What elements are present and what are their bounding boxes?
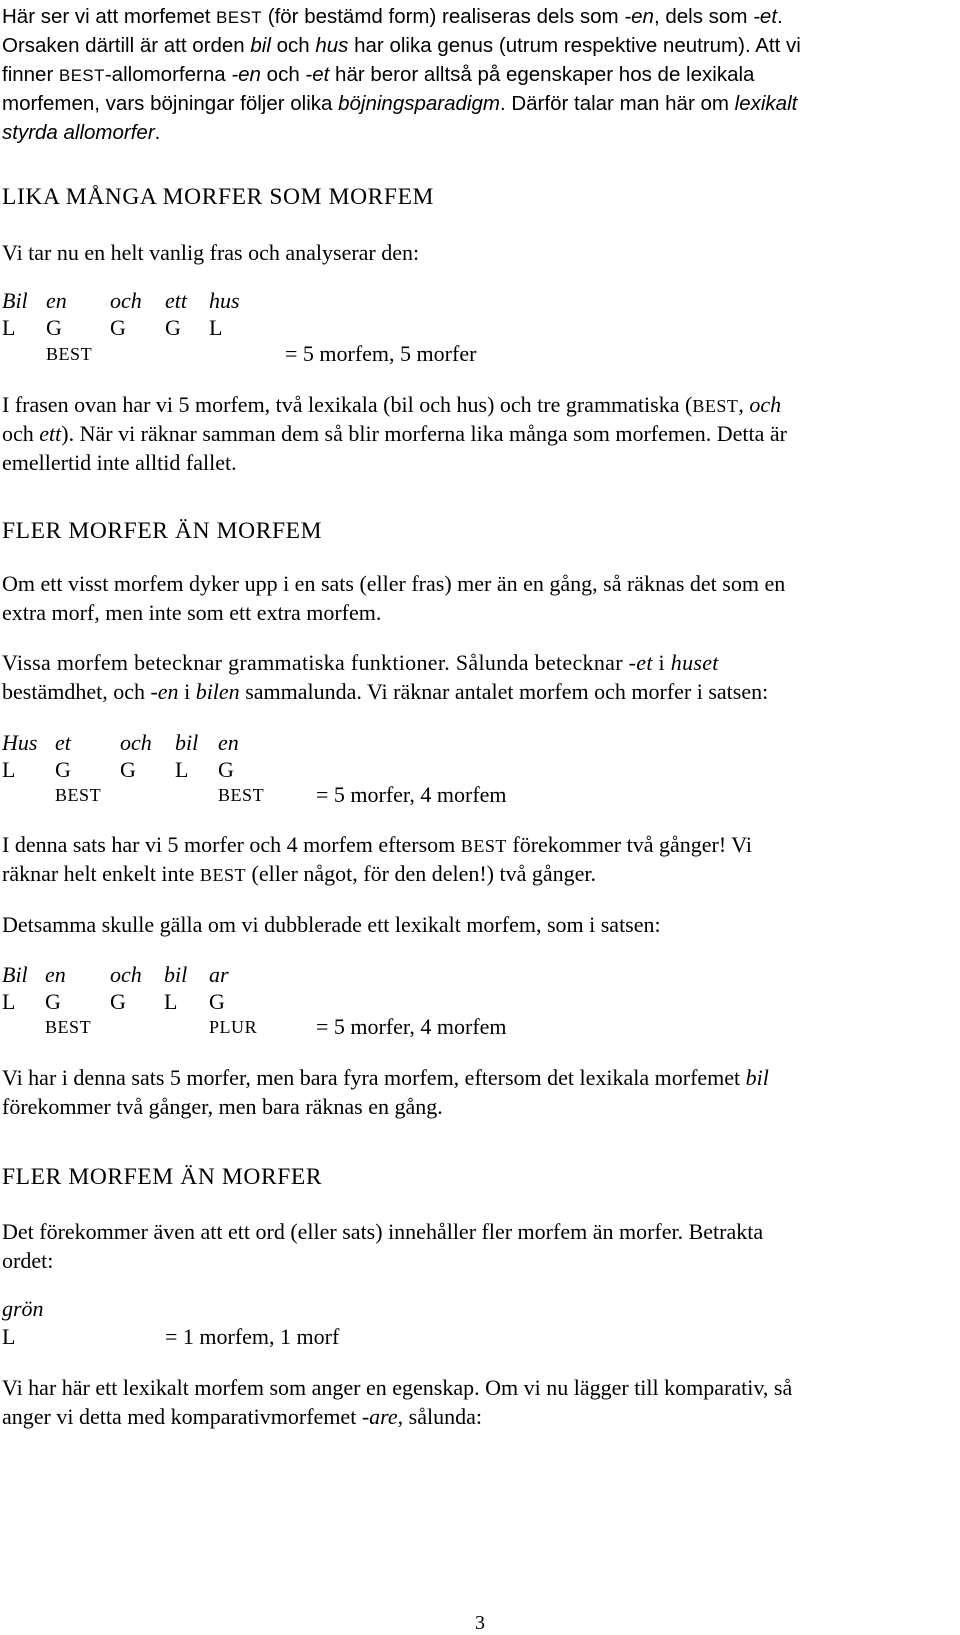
section-heading-fler-morfer: FLER MORFER ÄN MORFEM xyxy=(2,518,323,544)
section-heading-fler-morfem: FLER MORFEM ÄN MORFER xyxy=(2,1164,323,1190)
section-heading-lika-manga: LIKA MÅNGA MORFER SOM MORFEM xyxy=(2,184,435,210)
example-word: bil xyxy=(164,962,188,987)
section1-para-line-2: och ett). När vi räknar samman dem så blir morferna lika många som morfemen. Detta är xyxy=(2,421,787,446)
section3-p1-line-2: ordet: xyxy=(2,1248,54,1273)
section2-p1-line-1: Om ett visst morfem dyker upp i en sats (eller fras) mer än en gång, så räknas det som en xyxy=(2,571,786,596)
intro-line-5: styrda allomorfer. xyxy=(2,121,161,144)
example-tag: L xyxy=(2,989,16,1014)
example-word: bil xyxy=(175,730,199,755)
example-gloss: BEST xyxy=(45,1017,92,1037)
example-result: = 5 morfem, 5 morfer xyxy=(285,341,477,366)
section1-para-line-3: emellertid inte alltid fallet. xyxy=(2,450,237,475)
section3-p2-line-2: anger vi detta med komparativmorfemet -are, sålunda: xyxy=(2,1404,482,1429)
intro-line-2: Orsaken därtill är att orden bil och hus har olika genus (utrum respektive neutrum). Att vi xyxy=(2,34,801,57)
example-word: et xyxy=(55,730,71,755)
section3-p1-line-1: Det förekommer även att ett ord (eller sats) innehåller fler morfem än morfer. Betrakta xyxy=(2,1219,764,1244)
example-tag: G xyxy=(110,989,126,1014)
example-result: = 5 morfer, 4 morfem xyxy=(316,782,507,807)
example-word: en xyxy=(218,730,239,755)
example-tag: G xyxy=(165,315,181,340)
example-word: Hus xyxy=(2,730,38,755)
section2-p5-line-1: Vi har i denna sats 5 morfer, men bara fyra morfem, eftersom det lexikala morfemet bil xyxy=(2,1065,769,1090)
example-gloss: PLUR xyxy=(209,1017,258,1037)
example-word: Bil xyxy=(2,962,28,987)
section2-p3-line-2: räknar helt enkelt inte BEST (eller något, för den delen!) två gånger. xyxy=(2,861,597,886)
intro-line-4: morfemen, vars böjningar följer olika böjningsparadigm. Därför talar man här om lexikalt xyxy=(2,92,798,115)
section2-p1-line-2: extra morf, men inte som ett extra morfem. xyxy=(2,600,382,625)
intro-line-1: Här ser vi att morfemet BEST (för bestämd form) realiseras dels som -en, dels som -et. xyxy=(2,5,783,28)
section2-p2-line-1: Vissa morfem betecknar grammatiska funktioner. Sålunda betecknar -et i huset xyxy=(2,650,719,675)
example-result: = 5 morfer, 4 morfem xyxy=(316,1014,507,1039)
example-tag: L xyxy=(2,1324,16,1349)
example-result: = 1 morfem, 1 morf xyxy=(165,1324,340,1349)
example-gloss: BEST xyxy=(46,344,93,364)
example-word: och xyxy=(110,288,142,313)
section1-para-line-1: I frasen ovan har vi 5 morfem, två lexikala (bil och hus) och tre grammatiska (BEST, och xyxy=(2,392,782,417)
example-tag: G xyxy=(46,315,62,340)
section2-p2-line-2: bestämdhet, och -en i bilen sammalunda. Vi räknar antalet morfem och morfer i satsen: xyxy=(2,679,769,704)
intro-line-3: finner BEST-allomorferna -en och -et här beror alltså på egenskaper hos de lexikala xyxy=(2,63,755,86)
section2-p5-line-2: förekommer två gånger, men bara räknas en gång. xyxy=(2,1094,443,1119)
example-word: grön xyxy=(2,1296,44,1321)
example-word: en xyxy=(46,288,67,313)
section2-p4: Detsamma skulle gälla om vi dubblerade ett lexikalt morfem, som i satsen: xyxy=(2,912,661,937)
example-word: ett xyxy=(165,288,187,313)
example-tag: G xyxy=(110,315,126,340)
example-word: en xyxy=(45,962,66,987)
section2-p3-line-1: I denna sats har vi 5 morfer och 4 morfem eftersom BEST förekommer två gånger! Vi xyxy=(2,832,752,857)
example-gloss: BEST xyxy=(218,785,265,805)
example-word: Bil xyxy=(2,288,28,313)
example-tag: G xyxy=(120,757,136,782)
example-word: hus xyxy=(209,288,240,313)
example-tag: L xyxy=(209,315,223,340)
example-tag: G xyxy=(55,757,71,782)
example-tag: G xyxy=(218,757,234,782)
example-tag: G xyxy=(45,989,61,1014)
example-tag: L xyxy=(175,757,189,782)
section1-lead: Vi tar nu en helt vanlig fras och analyserar den: xyxy=(2,240,420,265)
example-word: ar xyxy=(209,962,229,987)
page-number: 3 xyxy=(475,1612,485,1634)
example-tag: L xyxy=(2,757,16,782)
example-tag: G xyxy=(209,989,225,1014)
example-word: och xyxy=(120,730,152,755)
example-gloss: BEST xyxy=(55,785,102,805)
example-tag: L xyxy=(164,989,178,1014)
example-word: och xyxy=(110,962,142,987)
section3-p2-line-1: Vi har här ett lexikalt morfem som anger en egenskap. Om vi nu lägger till komparativ, så xyxy=(2,1375,793,1400)
example-tag: L xyxy=(2,315,16,340)
